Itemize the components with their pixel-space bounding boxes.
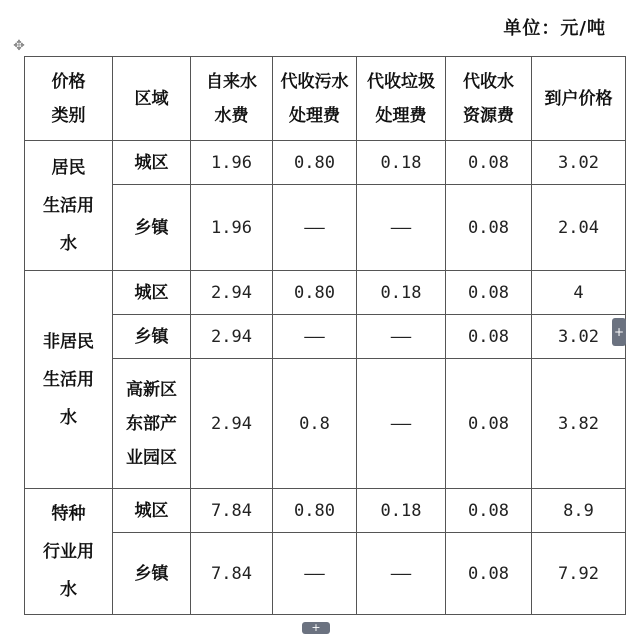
sewage-fee-cell: 0.80 — [273, 141, 357, 185]
water-fee-cell: 7.84 — [191, 533, 273, 615]
total-cell: 2.04 — [532, 185, 626, 271]
garbage-fee-cell: 0.18 — [357, 141, 446, 185]
total-cell: 4 — [532, 271, 626, 315]
garbage-fee-cell: 0.18 — [357, 489, 446, 533]
region-cell: 城区 — [113, 271, 191, 315]
region-cell: 乡镇 — [113, 185, 191, 271]
water-fee-cell: 1.96 — [191, 185, 273, 271]
header-water-fee: 自来水 水费 — [191, 57, 273, 141]
sewage-fee-cell: 0.80 — [273, 489, 357, 533]
table-row — [25, 185, 626, 271]
garbage-fee-cell: 0.18 — [357, 271, 446, 315]
garbage-fee-cell: —— — [357, 533, 446, 615]
total-cell: 3.02 — [532, 141, 626, 185]
garbage-fee-cell: —— — [357, 359, 446, 489]
table-row — [25, 315, 626, 359]
garbage-fee-cell: —— — [357, 315, 446, 359]
sewage-fee-cell: —— — [273, 185, 357, 271]
resource-fee-cell: 0.08 — [446, 185, 532, 271]
header-total: 到户价格 — [532, 57, 626, 141]
header-resource-fee: 代收水 资源费 — [446, 57, 532, 141]
sewage-fee-cell: 0.8 — [273, 359, 357, 489]
water-price-table — [24, 56, 626, 615]
header-sewage-fee: 代收污水 处理费 — [273, 57, 357, 141]
resource-fee-cell: 0.08 — [446, 141, 532, 185]
table-row — [25, 533, 626, 615]
water-fee-cell: 1.96 — [191, 141, 273, 185]
total-cell: 3.82 — [532, 359, 626, 489]
header-category: 价格 类别 — [25, 57, 113, 141]
table-row — [25, 359, 626, 489]
category-cell: 非居民 生活用 水 — [25, 271, 113, 489]
category-cell: 特种 行业用 水 — [25, 489, 113, 615]
total-cell: 3.02 — [532, 315, 626, 359]
table-move-handle-icon[interactable]: ✥ — [13, 38, 25, 54]
region-cell: 城区 — [113, 489, 191, 533]
total-cell: 7.92 — [532, 533, 626, 615]
total-cell: 8.9 — [532, 489, 626, 533]
water-fee-cell: 2.94 — [191, 359, 273, 489]
unit-label: 单位：元/吨 — [503, 18, 606, 39]
region-cell: 乡镇 — [113, 315, 191, 359]
sewage-fee-cell: —— — [273, 315, 357, 359]
resource-fee-cell: 0.08 — [446, 315, 532, 359]
sewage-fee-cell: 0.80 — [273, 271, 357, 315]
resize-handle-right-icon[interactable]: + — [612, 318, 626, 346]
resource-fee-cell: 0.08 — [446, 271, 532, 315]
header-garbage-fee: 代收垃圾 处理费 — [357, 57, 446, 141]
category-cell: 居民 生活用 水 — [25, 141, 113, 271]
water-fee-cell: 7.84 — [191, 489, 273, 533]
region-cell: 高新区 东部产 业园区 — [113, 359, 191, 489]
resource-fee-cell: 0.08 — [446, 489, 532, 533]
water-fee-cell: 2.94 — [191, 271, 273, 315]
header-row — [25, 57, 626, 141]
region-cell: 乡镇 — [113, 533, 191, 615]
resize-handle-bottom-icon[interactable]: + — [302, 622, 330, 634]
table-row — [25, 489, 626, 533]
garbage-fee-cell: —— — [357, 185, 446, 271]
sewage-fee-cell: —— — [273, 533, 357, 615]
resource-fee-cell: 0.08 — [446, 533, 532, 615]
table-row — [25, 141, 626, 185]
header-region: 区域 — [113, 57, 191, 141]
region-cell: 城区 — [113, 141, 191, 185]
water-fee-cell: 2.94 — [191, 315, 273, 359]
table-row — [25, 271, 626, 315]
resource-fee-cell: 0.08 — [446, 359, 532, 489]
